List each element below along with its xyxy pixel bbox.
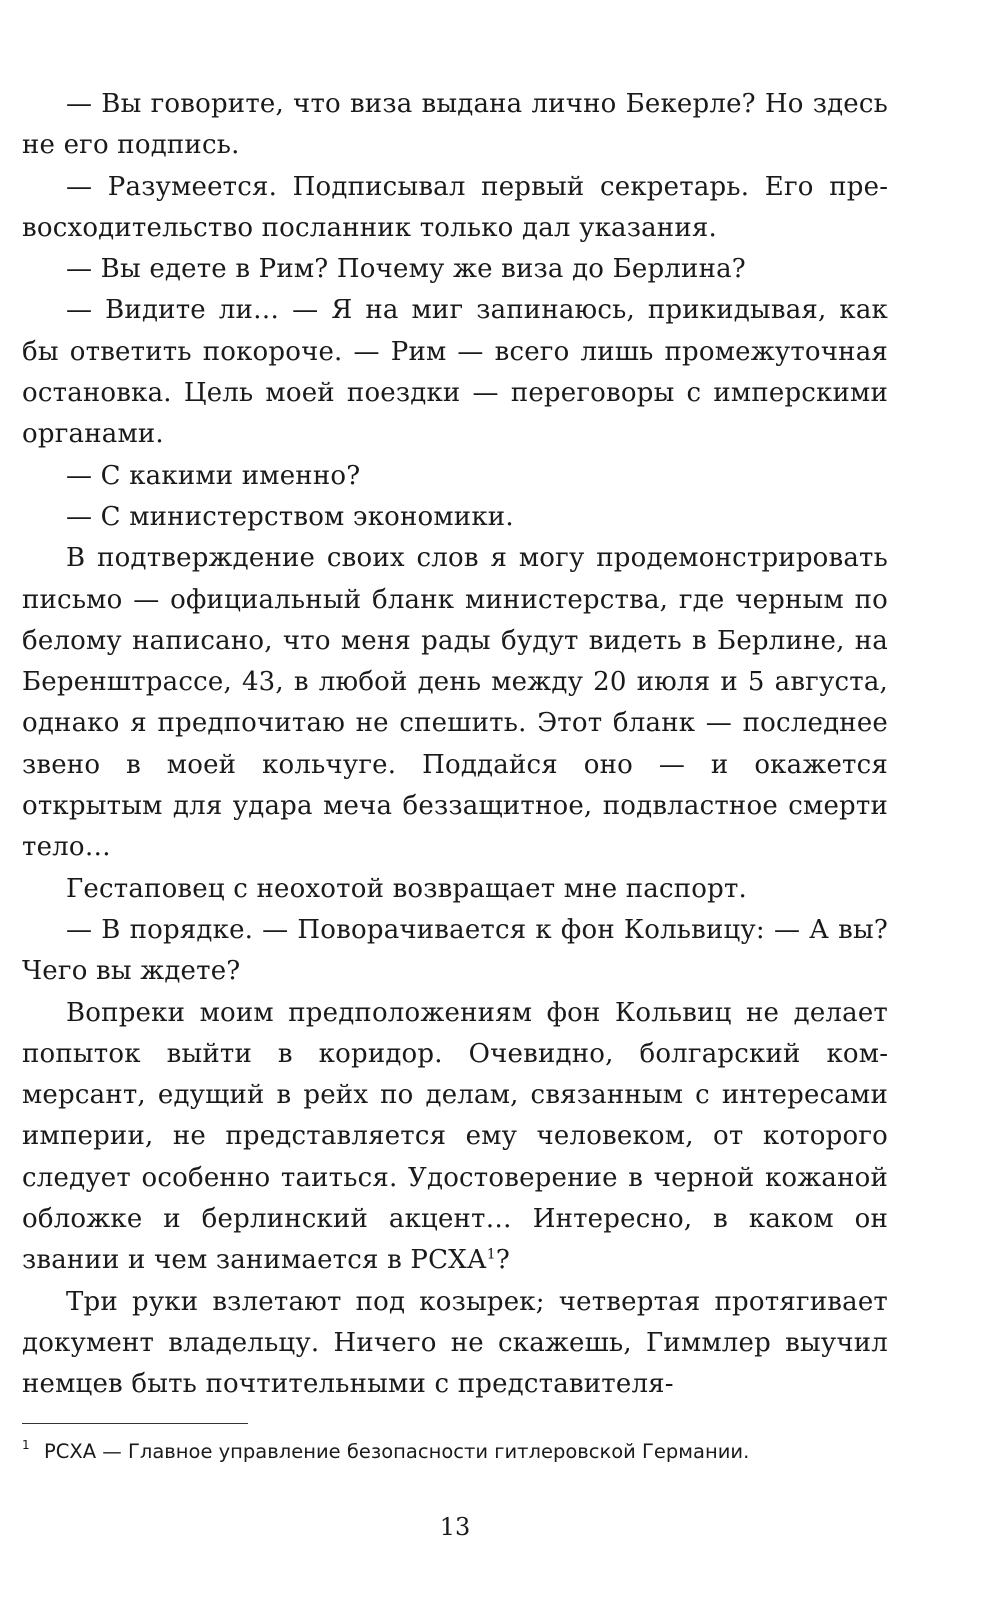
paragraph-6: — С министерством экономики. — [66, 501, 514, 532]
paragraph-2: — Разумеется. Подписывал первый секретарь. Его превосходительство посланник только дал указания. — [22, 171, 888, 243]
paragraph-11: Три руки взлетают под козырек; четвертая протягивает документ владельцу. Ничего не скажешь, Гиммлер выучил немцев быть почтительными с представителя- — [22, 1286, 888, 1400]
paragraph-1: — Вы говорите, что виза выдана лично Бекерле? Но здесь не его подпись. — [22, 89, 888, 161]
footnote-text: РСХА — Главное управление безопасности гитлеровской Германии. — [44, 1440, 750, 1463]
paragraph-4: — Видите ли… — Я на миг запинаюсь, прикидывая, как бы ответить покороче. — Рим — всего лишь промежуточная остановка. Цель моей поездки — переговоры с имперскими органами. — [22, 295, 888, 450]
paragraph-10-text: Вопреки моим предположениям фон Кольвиц не делает попыток выйти в коридор. Очевидно, болгарский коммерсант, едущий в рейх по делам, связанным с интересами империи, не представляется ему человеком, от которого следует особенно таиться. Удостоверение в черной кожаной обложке и берлинский акцент… Интересно, в каком он звании и чем занимается в РСХА — [22, 997, 888, 1276]
paragraph-3: — Вы едете в Рим? Почему же виза до Берлина? — [66, 254, 746, 285]
footnote-number: 1 — [22, 1438, 30, 1452]
page-body — [22, 84, 888, 1406]
paragraph-8: Гестаповец с неохотой возвращает мне паспорт. — [66, 873, 748, 904]
footnote-reference[interactable]: 1 — [486, 1246, 496, 1263]
footnote — [22, 1438, 888, 1466]
paragraph-9: — В порядке. — Поворачивается к фон Кольвицу: — А вы? Чего вы ждете? — [22, 914, 888, 987]
paragraph-10-tail: ? — [495, 1245, 511, 1276]
paragraph-10 — [22, 993, 888, 1282]
paragraph-5: — С какими именно? — [66, 460, 361, 491]
footnote-divider — [22, 1423, 248, 1424]
paragraph-7: В подтверждение своих слов я могу продемонстрировать письмо — официальный бланк министерства, где черным по белому написано, что меня рады будут видеть в Берлине, на Беренштрассе, 43, в любой день между 20 июля и 5 августа, однако я предпочитаю не спешить. Этот бланк — последнее звено в моей кольчуге. Поддайся оно — и окажется открытым для удара меча беззащитное, подвластное смерти тело… — [22, 543, 888, 863]
page-number: 13 — [439, 1513, 471, 1541]
